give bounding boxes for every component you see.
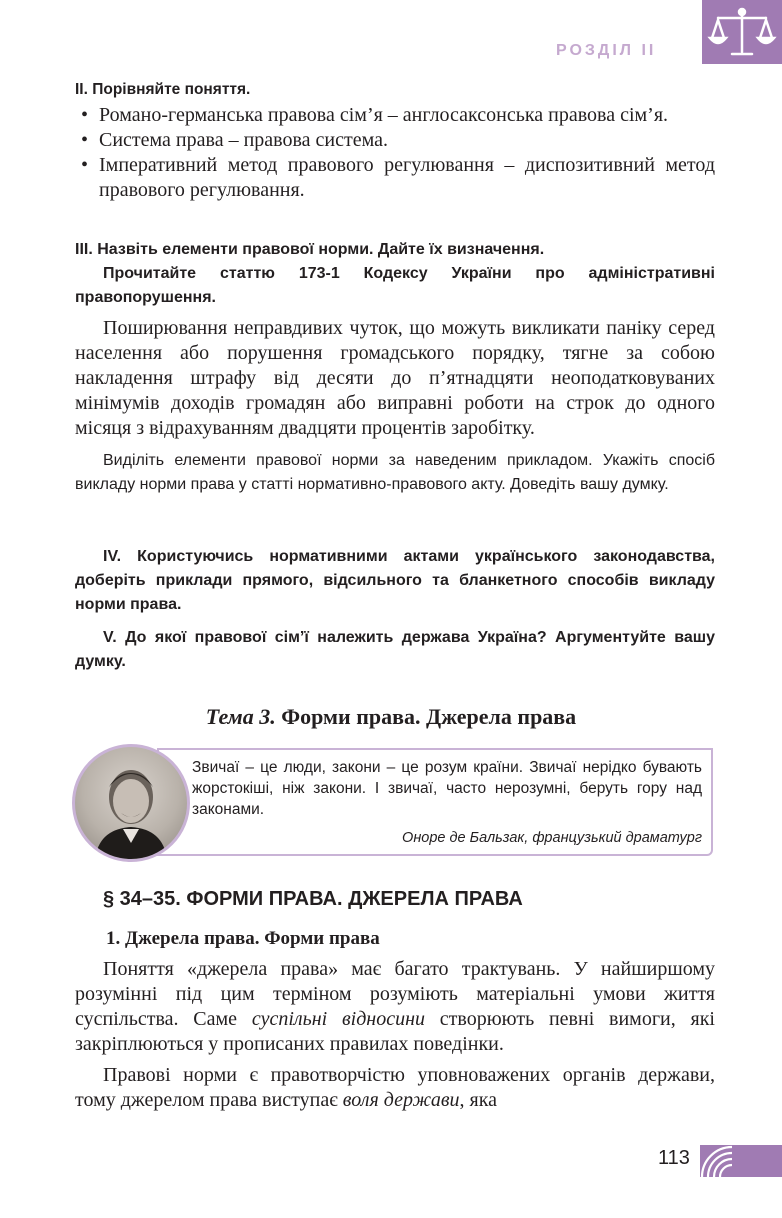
list-item: • Імперативний метод правового регулювання – диспозитивний метод правового регулювання. [55,153,715,203]
paragraph [75,957,715,1057]
emphasis: воля держави [342,1089,460,1111]
header-tab [702,0,782,64]
body-text [75,957,715,1113]
topic-heading [0,704,782,730]
paragraph [75,1063,715,1113]
quote-author: Оноре де Бальзак, французький драматург [402,830,702,846]
law-excerpt: Поширювання неправдивих чуток, що можуть викликати паніку серед населення або порушення громадського порядку, тягне за собою накладення штрафу від десяти до п’ятнадцяти неоподатковуваних мінімумів доходів громадян або виправні роботи на строк до одного місяця з відрахуванням двадцяти процентів заробітку. [75,317,715,439]
task-5-title: V. До якої правової сім’ї належить держава Україна? Аргументуйте вашу думку. [75,629,715,670]
task-4 [75,545,715,617]
text-span: , яка [459,1089,497,1111]
footer-tab [700,1145,782,1177]
task-4-title: IV. Користуючись нормативними актами українського законодавства, доберіть приклади прямого, відсильного та бланкетного способів викладу норми права. [75,548,715,613]
task-3-instruction: Виділіть елементи правової норми за наведеним прикладом. Укажіть спосіб викладу норми права у статті нормативно-правового акту. Доведіть вашу думку. [75,452,715,493]
task-2-title: II. Порівняйте поняття. [75,81,251,98]
task-2-list [75,103,715,203]
task-2 [75,78,715,203]
topic-title: Форми права. Джерела права [281,704,577,729]
section-title: § 34–35. ФОРМИ ПРАВА. ДЖЕРЕЛА ПРАВА [103,888,523,910]
subsection-title: 1. Джерела права. Форми права [106,928,380,949]
quote-text: Звичаї – це люди, закони – це розум країни. Звичаї нерідко бувають жорстокіші, ніж закони. І звичаї, часто нерозумні, беруть гору над законами. [192,759,702,818]
topic-prefix: Тема 3. [205,704,276,729]
task-3-subtitle: Прочитайте статтю 173-1 Кодексу України про адміністративні правопорушення. [75,265,715,306]
scales-icon [702,0,782,64]
section-label: РОЗДІЛ II [556,42,657,59]
emphasis: суспільні відносини [251,1008,426,1030]
task-3-title: III. Назвіть елементи правової норми. Дайте їх визначення. [75,241,545,258]
page-number: 113 [658,1147,690,1169]
text-span: створюють певні вимоги, які закріплюються у прописаних правилах поведінки. [75,1008,715,1055]
text-span: Поняття «джерела права» має багато трактувань. У найширшому розумінні під цим терміном розуміють матеріальні умови життя суспільства. Саме [75,958,715,1030]
task-3 [75,238,715,497]
signal-waves-icon [700,1145,782,1177]
author-portrait [72,744,190,862]
task-5 [75,626,715,674]
text-span: Правові норми є правотворчістю уповноважених органів держави, тому джерелом права виступає [75,1064,715,1111]
list-item: • Система права – правова система. [55,128,715,153]
list-item: • Романо-германська правова сім’я – англосаксонська правова сім’я. [55,103,715,128]
